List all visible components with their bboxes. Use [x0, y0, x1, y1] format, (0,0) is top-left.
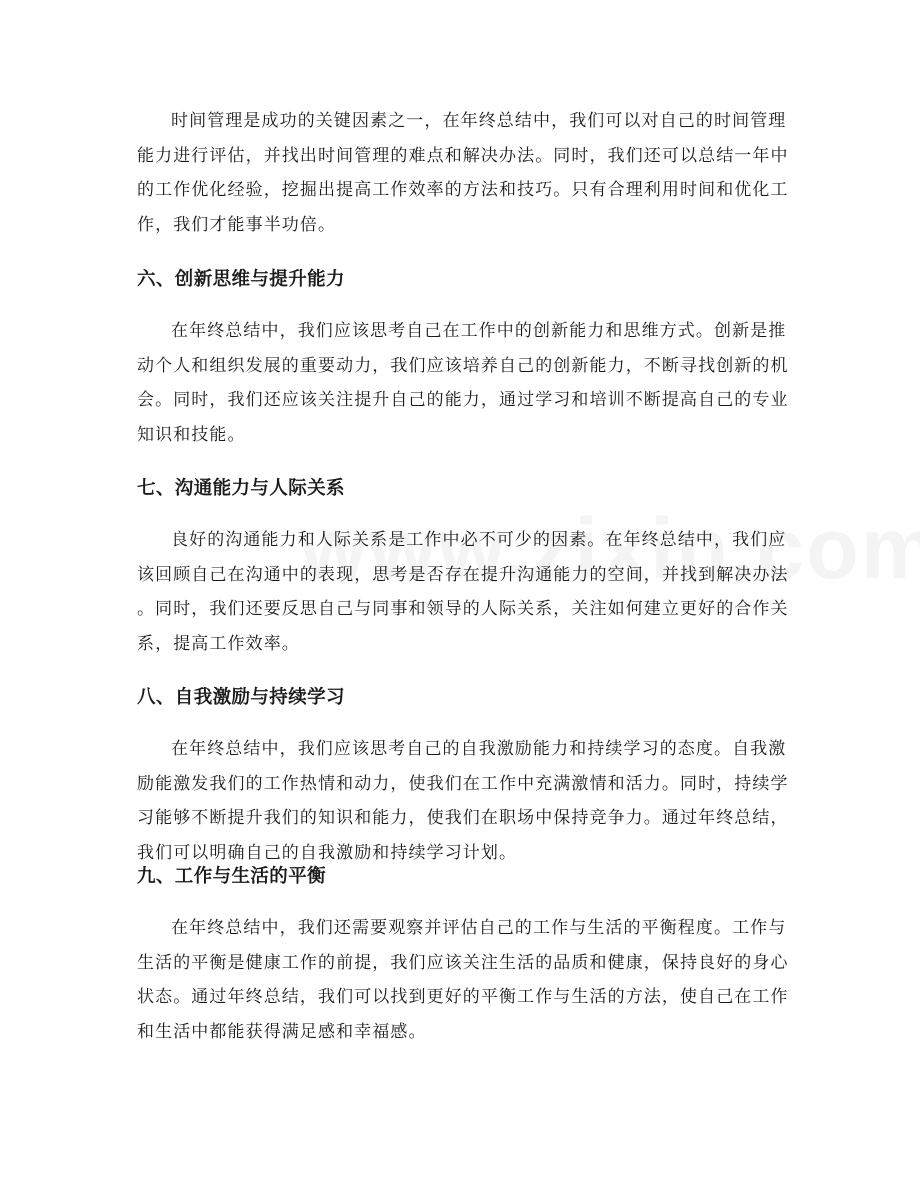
section-heading: 八、自我激励与持续学习 [137, 687, 345, 708]
paragraph-line: 系，提高工作效率。 [137, 633, 300, 654]
paragraph-line: 励能激发我们的工作热情和动力，使我们在工作中充满激情和活力。同时，持续学 [137, 773, 789, 794]
paragraph-line: 在年终总结中，我们应该思考自己在工作中的创新能力和思维方式。创新是推 [171, 321, 787, 341]
section-heading: 九、工作与生活的平衡 [137, 866, 327, 887]
paragraph-line: 在年终总结中，我们还需要观察并评估自己的工作与生活的平衡程度。工作与 [171, 918, 787, 938]
section-heading: 七、沟通能力与人际关系 [137, 478, 345, 499]
paragraph-line: 动个人和组织发展的重要动力，我们应该培养自己的创新能力，不断寻找创新的机 [137, 355, 789, 376]
section-paragraph [137, 314, 787, 452]
section-paragraph [137, 523, 787, 661]
paragraph-line: 习能够不断提升我们的知识和能力，使我们在职场中保持竞争力。通过年终总结， [137, 808, 789, 828]
paragraph-line: 生活的平衡是健康工作的前提，我们应该关注生活的品质和健康，保持良好的身心 [137, 952, 789, 973]
paragraph-line: 时间管理是成功的关键因素之一，在年终总结中，我们可以对自己的时间管理 [171, 111, 787, 131]
paragraph-line: 作，我们才能事半功倍。 [137, 214, 337, 235]
section-paragraph [137, 911, 787, 1049]
paragraph-line: 的工作优化经验，挖掘出提高工作效率的方法和技巧。只有合理利用时间和优化工 [137, 180, 789, 200]
section-heading: 六、创新思维与提升能力 [137, 269, 345, 290]
paragraph-line: 该回顾自己在沟通中的表现，思考是否存在提升沟通能力的空间，并找到解决办法 [137, 564, 789, 585]
paragraph-line: 状态。通过年终总结，我们可以找到更好的平衡工作与生活的方法，使自己在工作 [137, 987, 789, 1007]
paragraph-line: 我们可以明确自己的自我激励和持续学习计划。 [137, 842, 518, 863]
paragraph-line: 知识和技能。 [137, 424, 246, 445]
paragraph-line: 良好的沟通能力和人际关系是工作中必不可少的因素。在年终总结中，我们应 [171, 530, 787, 550]
intro-paragraph [137, 104, 787, 242]
paragraph-line: 和生活中都能获得满足感和幸福感。 [137, 1021, 427, 1042]
paragraph-line: 。同时，我们还要反思自己与同事和领导的人际关系，关注如何建立更好的合作关 [137, 599, 789, 619]
section-paragraph [137, 732, 787, 870]
paragraph-line: 在年终总结中，我们应该思考自己的自我激励能力和持续学习的态度。自我激 [171, 739, 787, 759]
paragraph-line: 能力进行评估，并找出时间管理的难点和解决办法。同时，我们还可以总结一年中 [137, 145, 789, 166]
paragraph-line: 会。同时，我们还应该关注提升自己的能力，通过学习和培训不断提高自己的专业 [137, 390, 789, 410]
